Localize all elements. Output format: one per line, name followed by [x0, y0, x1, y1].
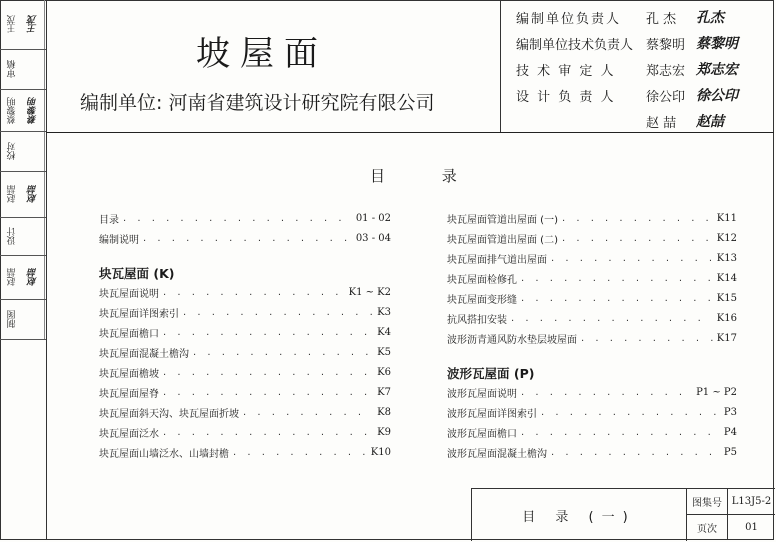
toc-entry-page: K16: [716, 312, 737, 324]
resp-signature: 蔡黎明: [696, 36, 738, 52]
toc-entry: [99, 362, 391, 382]
toc-section-heading: 波形瓦屋面 (P): [447, 366, 535, 381]
toc-entry-page: P5: [723, 446, 737, 458]
toc-leader-dots: [163, 287, 345, 298]
toc-entry-page: P4: [723, 426, 737, 438]
resp-signature: 郑志宏: [696, 62, 738, 78]
toc-leader-dots: [521, 427, 720, 438]
resp-name: 蔡黎明: [646, 37, 686, 53]
toc-leader-dots: [233, 447, 367, 458]
toc-entry-page: K5: [377, 346, 391, 358]
resp-name: 郑志宏: [646, 63, 686, 79]
strip-label: 蔡黎明: [7, 97, 18, 124]
toc-entry: [447, 328, 737, 348]
toc-entry: [447, 422, 737, 442]
strip-label: 赵喆: [7, 185, 18, 204]
strip-cell: [0, 132, 46, 172]
strip-cell: [0, 256, 46, 300]
toc-section-heading: 块瓦屋面 (K): [99, 266, 175, 281]
toc-entry-title: 块瓦屋面排气道出屋面: [447, 254, 547, 266]
toc-entry-page: K9: [377, 426, 391, 438]
toc-entry-page: K1 ~ K2: [348, 286, 391, 298]
page-title: 坡屋面: [196, 34, 328, 74]
toc-leader-dots: [143, 233, 352, 244]
toc-entry: [99, 302, 391, 322]
toc-leader-dots: [562, 213, 713, 224]
toc-entry-title: 块瓦屋面详图索引: [99, 308, 179, 320]
resp-signature: 赵喆: [696, 114, 724, 130]
strip-label: 制图: [7, 310, 18, 329]
toc-entry-title: 块瓦屋面泛水: [99, 428, 159, 440]
strip-signature: 赵喆: [22, 256, 45, 299]
responsibility-row: [516, 82, 766, 108]
responsibility-row: [516, 4, 766, 30]
strip-label: 王茂: [7, 15, 18, 34]
toc-leader-dots: [562, 233, 713, 244]
toc-leader-dots: [243, 407, 373, 418]
strip-cell: [0, 218, 46, 256]
toc-entry-page: K15: [716, 292, 737, 304]
atlas-no: L13J5-2: [731, 496, 772, 507]
compiling-unit: 编制单位: 河南省建筑设计研究院有限公司: [80, 92, 435, 114]
responsibility-row: [516, 108, 766, 134]
toc-entry: [447, 288, 737, 308]
toc-leader-dots: [511, 313, 713, 324]
toc-leader-dots: [163, 327, 373, 338]
toc-entry-page: K7: [377, 386, 391, 398]
toc-entry-page: K13: [716, 252, 737, 264]
toc-right-column: [447, 208, 737, 462]
page-no: 01: [745, 522, 758, 533]
resp-role: 设 计 负 责 人: [516, 89, 616, 105]
toc-entry: [99, 208, 391, 228]
strip-cell: [0, 172, 46, 218]
toc-leader-dots: [521, 273, 713, 284]
resp-name: 孔 杰: [646, 11, 677, 27]
strip-signature: [22, 50, 45, 89]
strip-cell: [0, 50, 46, 90]
strip-signature: 蔡黎明: [22, 90, 45, 131]
page-no-label: 页次: [687, 515, 728, 540]
toc-leader-dots: [163, 367, 373, 378]
left-signature-strip: [0, 0, 47, 540]
toc-entry: [99, 228, 391, 248]
toc-entry-page: K3: [377, 306, 391, 318]
toc-leader-dots: [581, 333, 713, 344]
strip-cell: [0, 0, 46, 50]
toc-entry-title: 波形瓦屋面说明: [447, 388, 517, 400]
toc-entry-page: 01 - 02: [355, 212, 391, 224]
toc-entry-title: 块瓦屋面检修孔: [447, 274, 517, 286]
header-block: [46, 0, 774, 133]
toc-leader-dots: [183, 307, 373, 318]
strip-cell: [0, 90, 46, 132]
toc-leader-dots: [521, 387, 692, 398]
toc-entry: [447, 442, 737, 462]
toc-entry-page: K12: [716, 232, 737, 244]
toc-entry-page: K11: [716, 212, 737, 224]
strip-signature: [22, 218, 45, 255]
strip-label: 赵喆: [7, 268, 18, 287]
strip-label: 校对: [7, 142, 18, 161]
strip-signature: [22, 300, 45, 339]
strip-signature: [22, 132, 45, 171]
toc-leader-dots: [551, 447, 720, 458]
toc-entry-title: 块瓦屋面檐口: [99, 328, 159, 340]
toc-entry: [99, 342, 391, 362]
toc-entry-title: 块瓦屋面管道出屋面 (一): [447, 214, 558, 226]
strip-label: 设计: [7, 227, 18, 246]
toc-entry: [99, 402, 391, 422]
resp-name: 徐公印: [646, 89, 686, 105]
toc-entry-page: K14: [716, 272, 737, 284]
toc-entry-title: 块瓦屋面山墙泛水、山墙封檐: [99, 448, 229, 460]
toc-entry: [99, 382, 391, 402]
toc-entry-title: 抗风搭扣安装: [447, 314, 507, 326]
toc-entry-page: P3: [723, 406, 737, 418]
toc-leader-dots: [551, 253, 713, 264]
toc-entry-title: 块瓦屋面混凝土檐沟: [99, 348, 189, 360]
responsibility-row: [516, 56, 766, 82]
toc-entry-title: 块瓦屋面斜天沟、块瓦屋面折坡: [99, 408, 239, 420]
strip-signature: 赵喆: [22, 172, 45, 217]
toc-entry: [447, 308, 737, 328]
toc-entry: [447, 268, 737, 288]
toc-entry: [447, 402, 737, 422]
toc-entry-page: K4: [377, 326, 391, 338]
responsibility-row: [516, 30, 766, 56]
toc-entry-title: 波形瓦屋面檐口: [447, 428, 517, 440]
resp-role: 技 术 审 定 人: [516, 63, 616, 79]
resp-role: 编制单位技术负责人: [516, 37, 634, 53]
atlas-no-label: 图集号: [687, 489, 728, 514]
resp-signature: 徐公印: [696, 88, 738, 104]
resp-role: 编制单位负责人: [516, 11, 622, 27]
toc-entry-page: K17: [716, 332, 737, 344]
toc-title: 目 录: [370, 167, 483, 185]
toc-entry: [99, 282, 391, 302]
toc-entry-page: K10: [370, 446, 391, 458]
toc-entry-title: 波形瓦屋面详图索引: [447, 408, 537, 420]
strip-cell: [0, 300, 46, 340]
toc-leader-dots: [163, 427, 373, 438]
resp-signature: 孔杰: [696, 10, 724, 26]
toc-leader-dots: [193, 347, 373, 358]
strip-signature: 王茂: [22, 0, 45, 49]
toc-entry: [99, 322, 391, 342]
toc-entry-title: 波形沥青通风防水垫层坡屋面: [447, 334, 577, 346]
toc-entry-title: 块瓦屋面屋脊: [99, 388, 159, 400]
toc-entry-title: 目录: [99, 214, 119, 226]
toc-leader-dots: [541, 407, 720, 418]
responsibility-list: [516, 4, 766, 134]
title-block: [471, 488, 775, 541]
toc-entry-page: 03 - 04: [355, 232, 391, 244]
toc-entry: [447, 248, 737, 268]
toc-left-column: [99, 208, 391, 462]
toc-entry-title: 编制说明: [99, 234, 139, 246]
toc-entry-title: 块瓦屋面说明: [99, 288, 159, 300]
toc-entry-title: 块瓦屋面管道出屋面 (二): [447, 234, 558, 246]
resp-name: 赵 喆: [646, 115, 677, 131]
sheet-name: 目 录 (一): [472, 489, 687, 541]
toc-entry-page: K8: [377, 406, 391, 418]
toc-entry-title: 波形瓦屋面混凝土檐沟: [447, 448, 547, 460]
toc-leader-dots: [123, 213, 352, 224]
toc-entry: [99, 422, 391, 442]
header-divider: [500, 0, 501, 132]
toc-entry-title: 块瓦屋面变形缝: [447, 294, 517, 306]
toc-leader-dots: [163, 387, 373, 398]
toc-entry: [99, 442, 391, 462]
toc-entry-title: 块瓦屋面檐坡: [99, 368, 159, 380]
toc-entry: [447, 208, 737, 228]
toc-leader-dots: [521, 293, 713, 304]
strip-label: 审稿: [7, 60, 18, 79]
toc-entry-page: P1 ~ P2: [696, 386, 737, 398]
toc-entry: [447, 228, 737, 248]
toc-entry: [447, 382, 737, 402]
toc-entry-page: K6: [377, 366, 391, 378]
